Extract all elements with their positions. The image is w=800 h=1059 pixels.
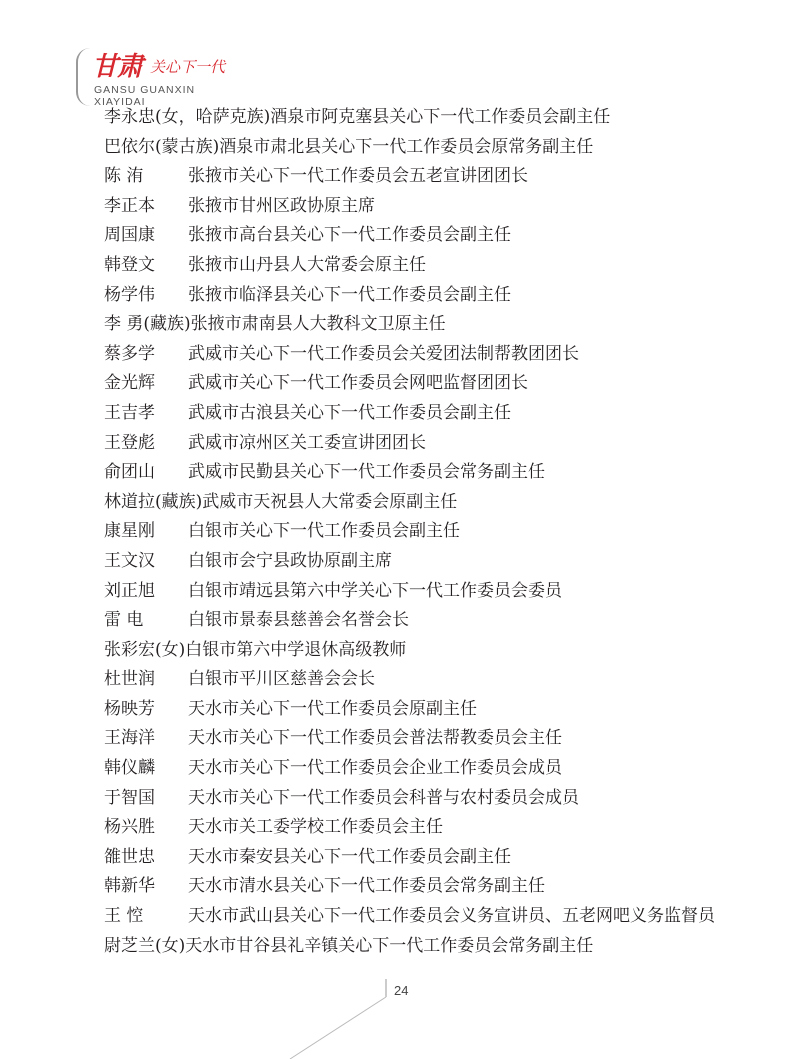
list-item xyxy=(104,429,764,459)
honoree-position: 白银市平川区慈善会会长 xyxy=(188,669,375,690)
honoree-name: 蔡多学 xyxy=(104,343,155,364)
honoree-position: 酒泉市肃北县关心下一代工作委员会原常务副主任 xyxy=(219,136,594,157)
publication-logo xyxy=(64,40,244,110)
honoree-name: 雒世忠 xyxy=(104,846,155,867)
list-item xyxy=(104,695,764,725)
list-item xyxy=(104,192,764,222)
honoree-name: 杜世润 xyxy=(104,669,155,690)
list-item xyxy=(104,754,764,784)
page-number: 24 xyxy=(394,983,409,998)
list-item xyxy=(104,162,764,192)
list-item xyxy=(104,932,764,962)
honoree-name: 王吉孝 xyxy=(104,402,155,423)
honoree-name: 巴依尔(蒙古族) xyxy=(104,136,220,157)
honoree-position: 张掖市山丹县人大常委会原主任 xyxy=(188,254,426,275)
honoree-position: 张掖市肃南县人大教科文卫原主任 xyxy=(190,314,446,335)
honoree-position: 武威市天祝县人大常委会原副主任 xyxy=(202,491,458,512)
honoree-name: 杨学伟 xyxy=(104,284,155,305)
honoree-position: 张掖市高台县关心下一代工作委员会副主任 xyxy=(188,225,511,246)
footer-diagonal-line xyxy=(290,997,386,1059)
list-item xyxy=(104,606,764,636)
honoree-name: 陈 洧 xyxy=(104,166,144,187)
honoree-position: 白银市关心下一代工作委员会副主任 xyxy=(188,521,460,542)
honoree-position: 武威市关心下一代工作委员会网吧监督团团长 xyxy=(188,373,528,394)
logo-mark-icon xyxy=(76,48,92,106)
list-item xyxy=(104,340,764,370)
honoree-name: 于智国 xyxy=(104,787,155,808)
honoree-position: 张掖市甘州区政协原主席 xyxy=(188,195,375,216)
list-item xyxy=(104,517,764,547)
honoree-name: 雷 电 xyxy=(104,610,144,631)
honoree-position: 天水市甘谷县礼辛镇关心下一代工作委员会常务副主任 xyxy=(185,935,594,956)
honoree-position: 天水市武山县关心下一代工作委员会义务宣讲员、五老网吧义务监督员 xyxy=(188,906,715,927)
honoree-position: 白银市靖远县第六中学关心下一代工作委员会委员 xyxy=(188,580,562,601)
honoree-position: 天水市关心下一代工作委员会科普与农村委员会成员 xyxy=(188,787,579,808)
list-item xyxy=(104,902,764,932)
honoree-name: 李正本 xyxy=(104,195,155,216)
list-item xyxy=(104,784,764,814)
honoree-name: 王文汉 xyxy=(104,550,155,571)
list-item xyxy=(104,103,764,133)
honoree-position: 天水市关心下一代工作委员会原副主任 xyxy=(188,698,477,719)
logo-title-big: 甘肃 xyxy=(92,52,143,82)
honoree-position: 天水市秦安县关心下一代工作委员会副主任 xyxy=(188,846,511,867)
list-item xyxy=(104,636,764,666)
list-item xyxy=(104,399,764,429)
honoree-name: 韩仪麟 xyxy=(104,758,155,779)
list-item xyxy=(104,724,764,754)
honoree-name: 林道拉(藏族) xyxy=(104,491,203,512)
honoree-name: 王 悾 xyxy=(104,906,144,927)
list-item xyxy=(104,488,764,518)
honoree-name: 刘正旭 xyxy=(104,580,155,601)
honoree-position: 酒泉市阿克塞县关心下一代工作委员会副主任 xyxy=(270,107,611,127)
list-item xyxy=(104,133,764,163)
honoree-position: 天水市关心下一代工作委员会企业工作委员会成员 xyxy=(188,758,562,779)
honoree-name: 李 勇(藏族) xyxy=(104,314,191,335)
list-item xyxy=(104,547,764,577)
honoree-name: 王登彪 xyxy=(104,432,155,453)
honoree-position: 张掖市临泽县关心下一代工作委员会副主任 xyxy=(188,284,511,305)
honoree-position: 天水市清水县关心下一代工作委员会常务副主任 xyxy=(188,876,545,897)
list-item xyxy=(104,872,764,902)
honoree-name: 俞团山 xyxy=(104,462,155,483)
list-item xyxy=(104,221,764,251)
list-item xyxy=(104,843,764,873)
honoree-name: 张彩宏(女) xyxy=(104,639,186,660)
honoree-name: 李永忠(女，哈萨克族) xyxy=(104,107,271,127)
honoree-name: 杨兴胜 xyxy=(104,817,155,838)
list-item xyxy=(104,310,764,340)
logo-english-line1: GANSU GUANXIN xyxy=(94,84,196,96)
honoree-name: 杨映芳 xyxy=(104,698,155,719)
logo-title-small: 关心下一代 xyxy=(150,58,226,76)
honoree-name: 尉芝兰(女) xyxy=(104,935,186,956)
list-item xyxy=(104,281,764,311)
honoree-name: 康星刚 xyxy=(104,521,155,542)
honoree-name: 王海洋 xyxy=(104,728,155,749)
honoree-name: 周国康 xyxy=(104,225,155,246)
list-item xyxy=(104,369,764,399)
honoree-position: 天水市关心下一代工作委员会普法帮教委员会主任 xyxy=(188,728,562,749)
honoree-name: 金光辉 xyxy=(104,373,155,394)
honoree-position: 武威市凉州区关工委宣讲团团长 xyxy=(188,432,426,453)
logo-english-line2: XIAYIDAI xyxy=(94,96,146,108)
honoree-name: 韩登文 xyxy=(104,254,155,275)
honoree-position: 武威市民勤县关心下一代工作委员会常务副主任 xyxy=(188,462,545,483)
list-item xyxy=(104,665,764,695)
honoree-position: 白银市景泰县慈善会名誉会长 xyxy=(188,610,409,631)
honoree-position: 武威市古浪县关心下一代工作委员会副主任 xyxy=(188,402,511,423)
honoree-position: 武威市关心下一代工作委员会关爱团法制帮教团团长 xyxy=(188,343,579,364)
honoree-position: 张掖市关心下一代工作委员会五老宣讲团团长 xyxy=(188,166,528,187)
honoree-position: 白银市第六中学退休高级教师 xyxy=(185,639,407,660)
honoree-name: 韩新华 xyxy=(104,876,155,897)
honoree-position: 白银市会宁县政协原副主席 xyxy=(188,550,392,571)
list-item xyxy=(104,577,764,607)
list-item xyxy=(104,813,764,843)
honoree-position: 天水市关工委学校工作委员会主任 xyxy=(188,817,443,838)
honoree-list xyxy=(104,103,764,961)
list-item xyxy=(104,458,764,488)
list-item xyxy=(104,251,764,281)
